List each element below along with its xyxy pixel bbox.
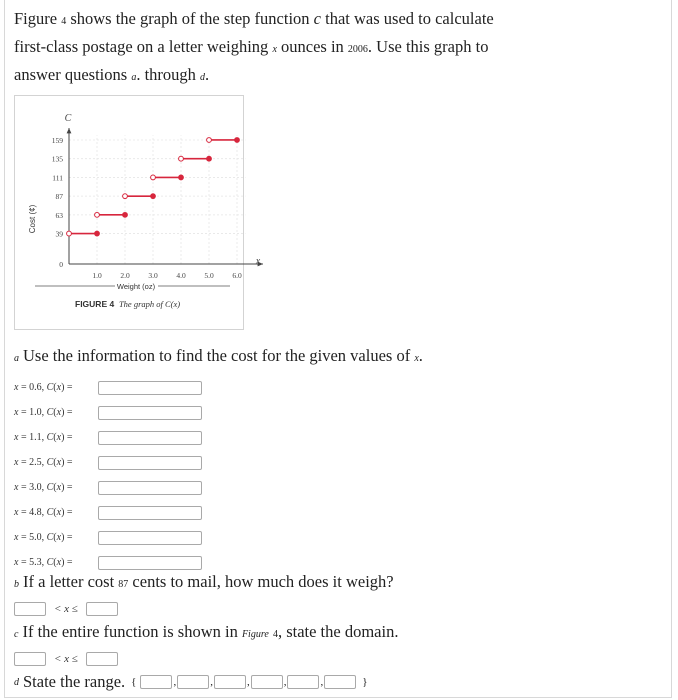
function-name: c bbox=[313, 9, 321, 28]
cost-answer-input-2[interactable] bbox=[98, 431, 202, 445]
question-b: b If a letter cost 87 cents to mail, how much does it weigh? bbox=[14, 572, 394, 591]
x-axis-name: x bbox=[255, 256, 261, 267]
answer-row: x = 5.0, C(x) = bbox=[14, 525, 202, 550]
y-tick-label: 111 bbox=[52, 173, 63, 183]
x-tick-label: 3.0 bbox=[148, 271, 158, 280]
question-d: d State the range. { , , , , , } bbox=[14, 672, 368, 691]
cost-answer-input-0[interactable] bbox=[98, 381, 202, 395]
closed-endpoint bbox=[123, 212, 128, 217]
y-tick-label: 63 bbox=[55, 210, 63, 220]
cost-answer-input-4[interactable] bbox=[98, 481, 202, 495]
range-input-6[interactable] bbox=[324, 675, 356, 689]
open-endpoint bbox=[123, 194, 128, 199]
question-c: c If the entire function is shown in Figure 4, state the domain. bbox=[14, 622, 399, 641]
x-tick-label: 6.0 bbox=[232, 271, 242, 280]
open-endpoint bbox=[151, 175, 156, 180]
cost-answer-input-1[interactable] bbox=[98, 406, 202, 420]
y-tick-label: 39 bbox=[55, 229, 63, 239]
cost-answer-input-3[interactable] bbox=[98, 456, 202, 470]
x-tick-label: 5.0 bbox=[204, 271, 214, 280]
figure-caption: FIGURE 4 The graph of C(x) bbox=[75, 299, 181, 309]
open-endpoint bbox=[95, 212, 100, 217]
y-tick-label: 159 bbox=[51, 135, 63, 145]
open-endpoint bbox=[207, 138, 212, 143]
cost-answer-input-5[interactable] bbox=[98, 506, 202, 520]
closed-endpoint bbox=[151, 194, 156, 199]
step-function-chart bbox=[15, 96, 261, 296]
cost-answer-input-7[interactable] bbox=[98, 556, 202, 570]
question-a: a Use the information to find the cost for the given values of x. bbox=[14, 346, 423, 365]
weight-upper-input[interactable] bbox=[86, 602, 118, 616]
range-input-4[interactable] bbox=[251, 675, 283, 689]
closed-endpoint bbox=[95, 231, 100, 236]
cost-answer-input-6[interactable] bbox=[98, 531, 202, 545]
intro-paragraph: Figure 4 shows the graph of the step function c that was used to calculate first-class postage on a letter weighing x ounces in 2006. Use this graph to answer questions a. through d. bbox=[14, 9, 494, 84]
y-axis-name: C bbox=[64, 113, 72, 124]
weight-inequality: < x ≤ bbox=[14, 602, 118, 616]
answer-row: x = 5.3, C(x) = bbox=[14, 550, 202, 575]
open-endpoint bbox=[179, 156, 184, 161]
answer-row: x = 1.0, C(x) = bbox=[14, 400, 202, 425]
answer-row: x = 0.6, C(x) = bbox=[14, 375, 202, 400]
x-axis-label: Weight (oz) bbox=[116, 282, 156, 291]
answer-row: x = 3.0, C(x) = bbox=[14, 475, 202, 500]
range-input-5[interactable] bbox=[287, 675, 319, 689]
range-input-3[interactable] bbox=[214, 675, 246, 689]
x-tick-label: 2.0 bbox=[120, 271, 130, 280]
domain-upper-input[interactable] bbox=[86, 652, 118, 666]
answer-row: x = 4.8, C(x) = bbox=[14, 500, 202, 525]
answer-row: x = 2.5, C(x) = bbox=[14, 450, 202, 475]
weight-lower-input[interactable] bbox=[14, 602, 46, 616]
open-endpoint bbox=[67, 231, 72, 236]
range-input-2[interactable] bbox=[177, 675, 209, 689]
domain-inequality: < x ≤ bbox=[14, 652, 118, 666]
domain-lower-input[interactable] bbox=[14, 652, 46, 666]
answer-rows-a bbox=[14, 375, 202, 575]
answer-row: x = 1.1, C(x) = bbox=[14, 425, 202, 450]
x-tick-label: 1.0 bbox=[92, 271, 102, 280]
closed-endpoint bbox=[179, 175, 184, 180]
closed-endpoint bbox=[235, 138, 240, 143]
x-tick-label: 4.0 bbox=[176, 271, 186, 280]
figure-panel bbox=[14, 95, 261, 330]
y-tick-label: 87 bbox=[55, 192, 63, 202]
y-tick-label: 0 bbox=[59, 260, 63, 269]
y-tick-label: 135 bbox=[51, 154, 63, 164]
y-axis-label: Cost (¢) bbox=[28, 204, 37, 234]
range-input-1[interactable] bbox=[140, 675, 172, 689]
closed-endpoint bbox=[207, 156, 212, 161]
